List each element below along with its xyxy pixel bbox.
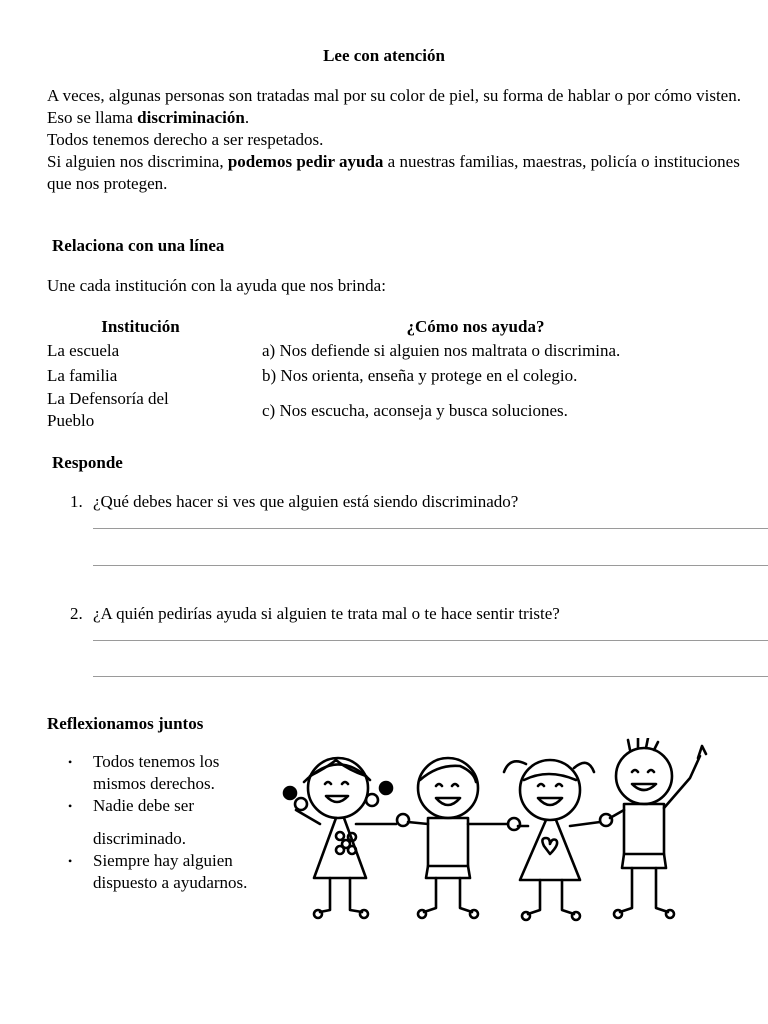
intro-line: Eso se llama discriminación. — [47, 108, 250, 127]
child-boy-1 — [397, 758, 508, 918]
help-item: c) Nos escucha, aconseja y busca soluciones. — [262, 401, 568, 420]
list-item-continuation: discriminado. — [93, 829, 187, 848]
answer-line[interactable] — [93, 565, 768, 566]
child-girl-2 — [504, 760, 600, 920]
list-item: • Nadie debe ser — [68, 796, 195, 815]
question-text: ¿Qué debes hacer si ves que alguien está siendo discriminado? — [93, 492, 519, 511]
children-holding-hands-icon — [278, 738, 718, 934]
match-instruction: Une cada institución con la ayuda que nos brinda: — [47, 276, 386, 295]
match-heading: Relaciona con una línea — [52, 236, 225, 255]
help-column-header: ¿Cómo nos ayuda? — [406, 317, 545, 336]
list-item: • Siempre hay alguien dispuesto a ayudarnos. — [68, 851, 248, 892]
question-number: 2. — [70, 604, 83, 623]
answer-line[interactable] — [93, 676, 768, 677]
institution-item: La familia — [47, 366, 118, 385]
keyword-discriminacion: discriminación — [137, 108, 245, 127]
help-item: b) Nos orienta, enseña y protege en el colegio. — [262, 366, 578, 385]
page-title: Lee con atención — [323, 46, 445, 65]
reflect-heading: Reflexionamos juntos — [47, 714, 204, 733]
help-item: a) Nos defiende si alguien nos maltrata o discrimina. — [262, 341, 621, 360]
institution-item: La Defensoría del Pueblo — [47, 389, 169, 430]
question-number: 1. — [70, 492, 83, 511]
keyword-pedir-ayuda: podemos pedir ayuda — [227, 152, 384, 171]
respond-heading: Responde — [52, 453, 123, 472]
intro-line: Si alguien nos discrimina, podemos pedir ayuda a nuestras familias, maestras, policía o instituciones que nos protegen. — [47, 152, 740, 193]
institution-column-header: Institución — [101, 317, 180, 336]
intro-line: A veces, algunas personas son tratadas mal por su color de piel, su forma de hablar o por cómo visten. — [47, 86, 741, 105]
child-girl-1 — [284, 758, 396, 918]
intro-line: Todos tenemos derecho a ser respetados. — [47, 130, 324, 149]
answer-line[interactable] — [93, 640, 768, 641]
list-item: • Todos tenemos los mismos derechos. — [68, 752, 220, 793]
intro-text — [47, 85, 747, 195]
question-text: ¿A quién pedirías ayuda si alguien te trata mal o te hace sentir triste? — [93, 604, 560, 623]
reflection-list — [68, 751, 273, 894]
answer-line[interactable] — [93, 528, 768, 529]
institution-item: La escuela — [47, 341, 120, 360]
child-boy-2 — [600, 738, 706, 918]
